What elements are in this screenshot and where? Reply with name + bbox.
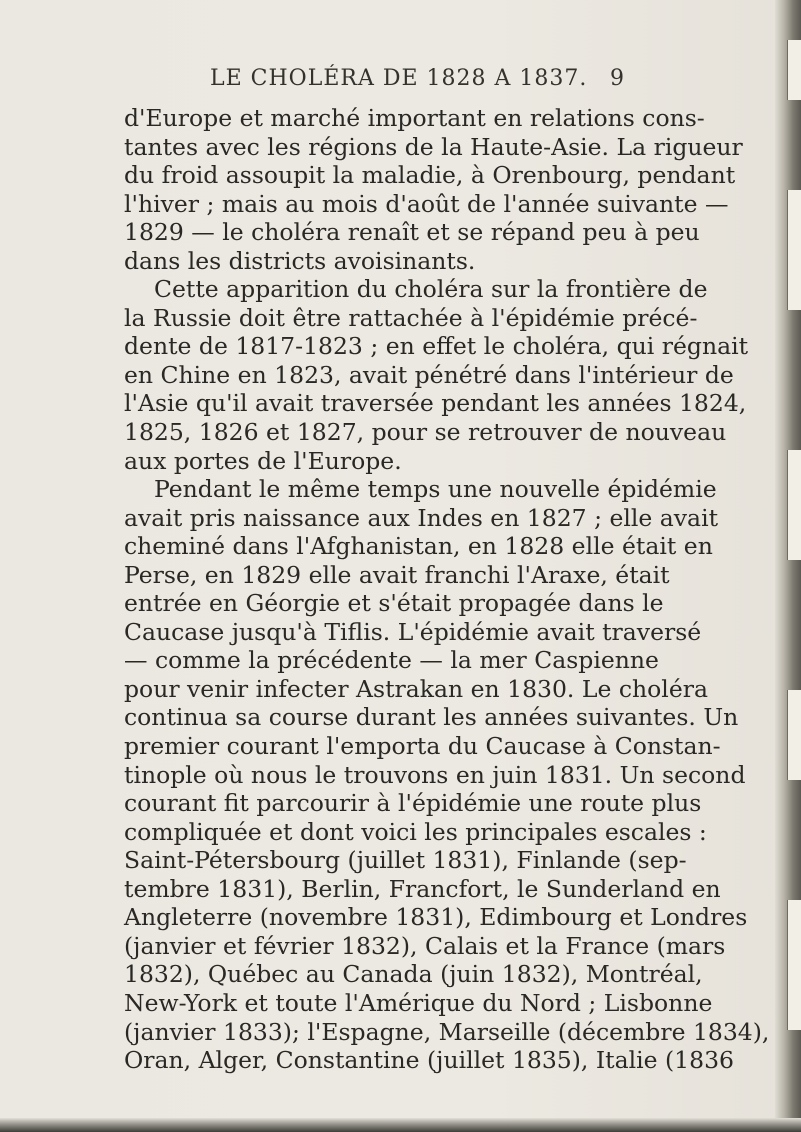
text-line: dente de 1817-1823 ; en effet le choléra, qui régnait xyxy=(124,332,749,361)
text-line: cheminé dans l'Afghanistan, en 1828 elle était en xyxy=(124,532,713,561)
text-line: du froid assoupit la maladie, à Orenbourg, pendant xyxy=(124,161,736,190)
text-line: Pendant le même temps une nouvelle épidémie xyxy=(154,475,717,504)
text-line: d'Europe et marché important en relations cons- xyxy=(124,104,705,132)
page-edge-tab xyxy=(787,900,801,1030)
text-line: aux portes de l'Europe. xyxy=(124,446,402,475)
text-line: continua sa course durant les années suivantes. Un xyxy=(124,703,739,732)
page-edge-tab xyxy=(787,190,801,310)
text-line: 1829 — le choléra renaît et se répand peu à peu xyxy=(124,218,700,247)
text-line: tembre 1831), Berlin, Francfort, le Sunderland en xyxy=(124,874,721,903)
text-line: premier courant l'emporta du Caucase à Constan- xyxy=(124,732,721,761)
page-edge-tab xyxy=(787,690,801,780)
text-line: Perse, en 1829 elle avait franchi l'Araxe, était xyxy=(124,560,670,589)
text-line: Caucase jusqu'à Tiflis. L'épidémie avait traversé xyxy=(124,617,702,646)
body-text xyxy=(124,104,770,1075)
text-line: 1825, 1826 et 1827, pour se retrouver de nouveau xyxy=(124,418,727,447)
text-line: courant fit parcourir à l'épidémie une route plus xyxy=(124,789,702,818)
text-line: New-York et toute l'Amérique du Nord ; Lisbonne xyxy=(124,988,713,1017)
text-line: la Russie doit être rattachée à l'épidémie précé- xyxy=(124,303,698,332)
page-header xyxy=(0,66,801,102)
text-line: Angleterre (novembre 1831), Edimbourg et Londres xyxy=(124,903,748,932)
running-head: LE CHOLÉRA DE 1828 A 1837. xyxy=(210,66,588,91)
text-line: avait pris naissance aux Indes en 1827 ; elle avait xyxy=(124,503,719,532)
text-line: dans les districts avoisinants. xyxy=(124,246,476,275)
text-line: Cette apparition du choléra sur la frontière de xyxy=(154,275,708,304)
text-line: pour venir infecter Astrakan en 1830. Le choléra xyxy=(124,674,708,703)
text-line: Oran, Alger, Constantine (juillet 1835), Italie (1836 xyxy=(124,1046,734,1075)
text-line: tinople où nous le trouvons en juin 1831. Un second xyxy=(124,760,746,789)
text-line: en Chine en 1823, avait pénétré dans l'intérieur de xyxy=(124,360,734,389)
text-line: compliquée et dont voici les principales escales : xyxy=(124,817,707,846)
text-line: 1832), Québec au Canada (juin 1832), Montréal, xyxy=(124,960,703,989)
page-edge-bottom xyxy=(0,1118,801,1132)
text-line: Saint-Pétersbourg (juillet 1831), Finlande (sep- xyxy=(124,846,687,875)
text-line: (janvier 1833); l'Espagne, Marseille (décembre 1834), xyxy=(124,1017,770,1046)
page-edge-tab xyxy=(787,40,801,100)
page-edge-right xyxy=(775,0,801,1132)
text-line: l'Asie qu'il avait traversée pendant les années 1824, xyxy=(124,389,747,418)
text-line: — comme la précédente — la mer Caspienne xyxy=(124,646,659,675)
text-line: (janvier et février 1832), Calais et la France (mars xyxy=(124,931,726,960)
text-line: tantes avec les régions de la Haute-Asie. La rigueur xyxy=(124,132,743,161)
text-line: entrée en Géorgie et s'était propagée dans le xyxy=(124,589,664,618)
page-number: 9 xyxy=(610,66,624,91)
page-edge-tab xyxy=(787,450,801,560)
text-line: l'hiver ; mais au mois d'août de l'année suivante — xyxy=(124,189,729,218)
